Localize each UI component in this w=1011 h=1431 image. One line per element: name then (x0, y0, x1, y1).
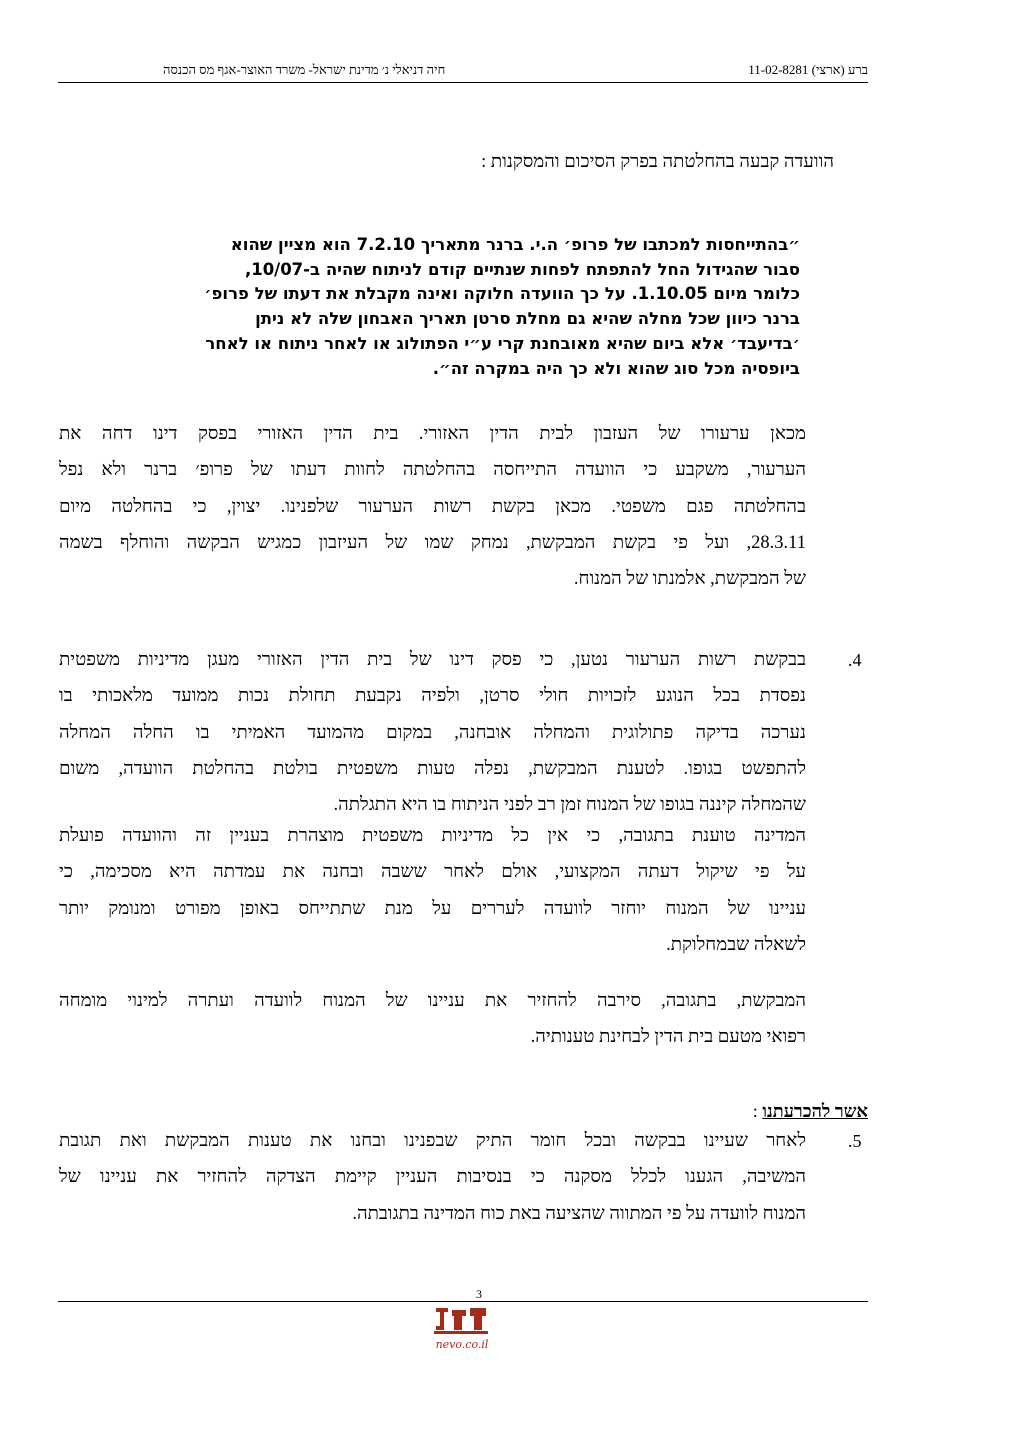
paragraph-line: בהחלטתה פגם משפטי. מכאן בקשת רשות הערעור שלפנינו. יצוין, כי בהחלטה מיום (59, 496, 806, 517)
paragraph-line: על פי שיקול דעתה המקצועי, אולם לאחר ששבה ובחנה את עמדתה היא מסכימה, כי (59, 862, 806, 883)
header-case-number: ברע (ארצי) 11-02-8281 (748, 62, 868, 77)
paragraph-line: רפואי מטעם בית הדין לבחינת טענותיה. (530, 1027, 806, 1048)
committee-quote (90, 233, 800, 381)
page-number: 3 (476, 1287, 482, 1301)
paragraph-line: עניינו של המנוח יוחזר לוועדה לעררים על מנת שתתייחס באופן מפורט ומנומק יותר (59, 898, 806, 919)
paragraph-decision (59, 1123, 806, 1232)
paragraph-line: לשאלה שבמחלוקת. (666, 934, 806, 955)
paragraph-number: 4. (848, 650, 862, 670)
quote-line: ״בהתייחסות למכתבו של פרופ׳ ה.י. ברנר מתאריך 7.2.10 הוא מציין שהוא (230, 235, 800, 254)
paragraph-applicant-reply (59, 983, 806, 1056)
paragraph-appeal-history (59, 416, 806, 597)
paragraph-line: 28.3.11, ועל פי בקשת המבקשת, נמחק שמו של העיזבון כמגיש הבקשה והוחלף בשמה (59, 532, 806, 553)
header-case-title: חיה דניאלי נ׳ מדינת ישראל- משרד האוצר-אגף מס הכנסה (163, 62, 446, 77)
paragraph-line: המדינה טוענת בתגובה, כי אין כל מדיניות משפטית מוצהרת בעניין זה והוועדה פועלת (59, 826, 806, 846)
nevo-logo-text: nevo.co.il (435, 1338, 489, 1351)
quote-line: ברנר כיוון שכל מחלה שהיא גם מחלת סרטן תאריך האבחון שלה לא ניתן (255, 309, 800, 329)
paragraph-number: 5. (848, 1131, 862, 1151)
paragraph-line: הערעור, משקבע כי הוועדה התייחסה בהחלטתה לחוות דעתו של פרופ׳ ברנר ולא נפל (59, 460, 806, 481)
section-heading-title: אשר להכרעתנו (762, 1101, 868, 1121)
paragraph-line: של המבקשת, אלמנתו של המנוח. (573, 569, 806, 590)
quote-line: ׳בדיעבד׳ אלא ביום שהיא מאובחנת קרי ע״י הפתולוג או לאחר ניתוח או לאחר (205, 333, 800, 353)
intro-line: הוועדה קבעה בהחלטתה בפרק הסיכום והמסקנות : (481, 152, 834, 172)
paragraph-line: להתפשט בגופו. לטענת המבקשת, נפלה טעות משפטית בולטת בהחלטת הוועדה, משום (59, 758, 806, 779)
paragraph-line: נערכה בדיקה פתולוגית והמחלה אובחנה, במקום מהמועד האמיתי בו החלה המחלה (59, 722, 806, 743)
section-heading-suffix: : (752, 1101, 763, 1121)
quote-line: סבור שהגידול החל להתפתח לפחות שנתיים קודם לניתוח שהיה ב-10/07, (244, 259, 800, 279)
footer-divider (58, 1301, 868, 1302)
paragraph-line: המבקשת, בתגובה, סירבה להחזיר את עניינו של המנוח לוועדה ועתרה למינוי מומחה (59, 991, 806, 1011)
paragraph-state-response (59, 818, 806, 963)
page-header (58, 62, 868, 82)
quote-line: ביופסיה מכל סוג שהוא ולא כך היה במקרה זה״. (432, 358, 800, 378)
section-heading (753, 1101, 868, 1122)
paragraph-line: מכאן ערעורו של העזבון לבית הדין האזורי. בית הדין האזורי בפסק דינו דחה את (59, 424, 806, 444)
paragraph-line: המשיבה, הגענו לכלל מסקנה כי בנסיבות העניין קיימת הצדקה להחזיר את עניינו של (59, 1167, 806, 1188)
quote-line: כלומר מיום 1.10.05. על כך הוועדה חלוקה ואינה מקבלת את דעתו של פרופ׳ (204, 284, 800, 304)
paragraph-applicant-claims (59, 642, 806, 823)
paragraph-line: לאחר שעיינו בבקשה ובכל חומר התיק שבפנינו ובחנו את טענות המבקשת ואת תגובת (59, 1131, 806, 1151)
paragraph-line: שהמחלה קיננה בגופו של המנוח זמן רב לפני הניתוח בו היא התגלתה. (333, 795, 806, 816)
header-divider (58, 82, 868, 83)
nevo-logo (422, 1304, 502, 1354)
nevo-logo-mark (434, 1308, 488, 1334)
paragraph-line: נפסדת בכל הנוגע לזכויות חולי סרטן, ולפיה נקבעת תחולת נכות ממועד מלאכותי בו (59, 686, 806, 707)
paragraph-line: המנוח לוועדה על פי המתווה שהציעה באת כוח המדינה בתגובתה. (352, 1203, 806, 1224)
paragraph-line: בבקשת רשות הערעור נטען, כי פסק דינו של בית הדין האזורי מעגן מדיניות משפטית (59, 650, 806, 670)
